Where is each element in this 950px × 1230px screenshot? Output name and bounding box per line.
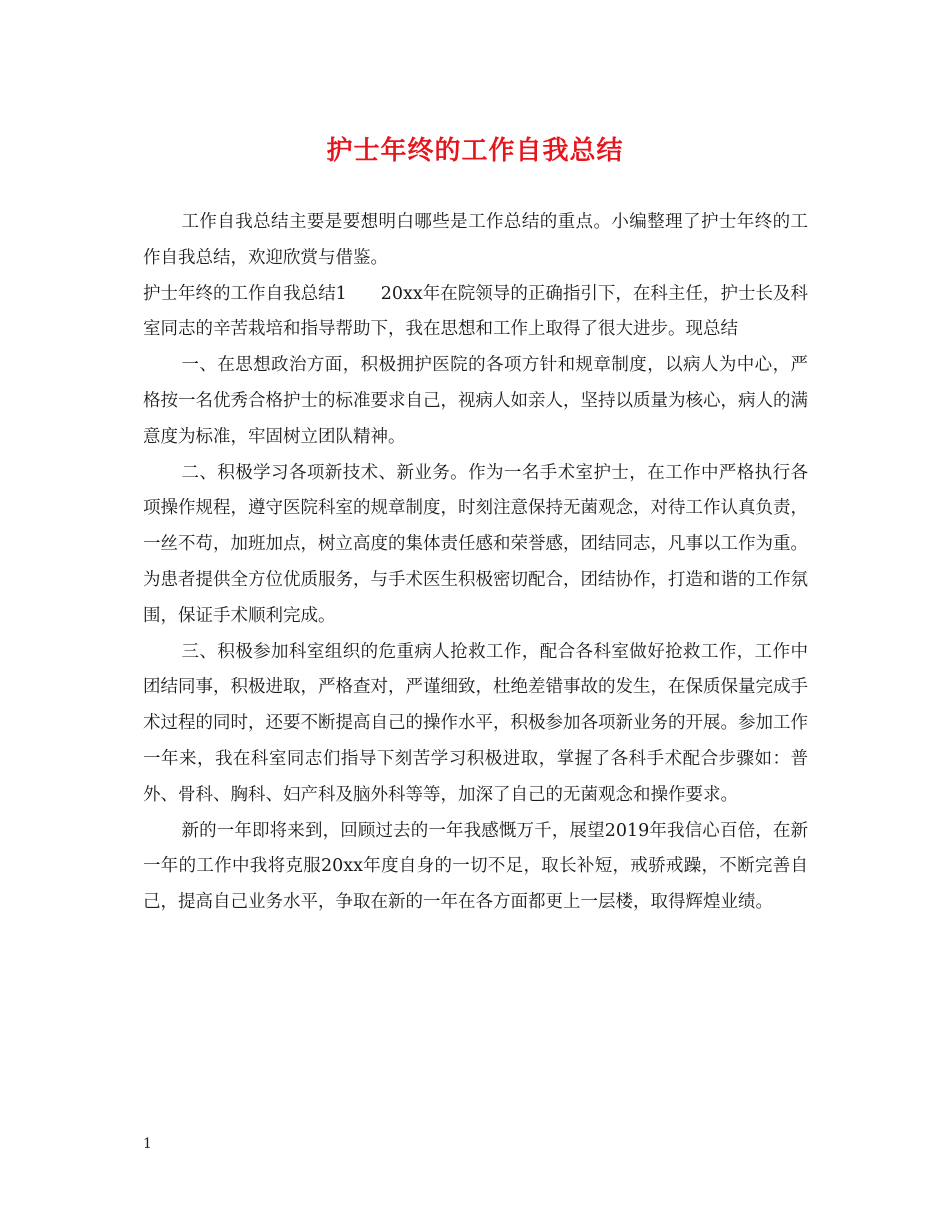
section-heading: 护士年终的工作自我总结1	[143, 283, 347, 304]
document-title: 护士年终的工作自我总结	[326, 136, 624, 166]
paragraph-new-year: 新的一年即将来到，回顾过去的一年我感慨万千，展望2019年我信心百倍，在新一年的工作中我将克服20xx年度自身的一切不足，取长补短，戒骄戒躁，不断完善自己，提高自己业务水平，争取在新的一年在各方面都更上一层楼，取得辉煌业绩。	[143, 820, 808, 913]
section-lead-text: 20xx年在院领导的正确指引下，在科主任，护士长及科室同志的辛苦栽培和指导帮助下，我在思想和工作上取得了很大进步。现总结	[143, 283, 808, 340]
page-number: 1	[143, 1136, 152, 1152]
section-lead-paragraph	[143, 277, 808, 349]
paragraph-rescue: 三、积极参加科室组织的危重病人抢救工作，配合各科室做好抢救工作，工作中团结同事，积极进取，严格查对，严谨细致，杜绝差错事故的发生，在保质保量完成手术过程的同时，还要不断提高自己的操作水平，积极参加各项新业务的开展。参加工作一年来，我在科室同志们指导下刻苦学习积极进取，掌握了各科手术配合步骤如：普外、骨科、胸科、妇产科及脑外科等等，加深了自己的无菌观念和操作要求。	[143, 641, 808, 805]
document-body	[143, 205, 808, 921]
paragraph-learning: 二、积极学习各项新技术、新业务。作为一名手术室护士，在工作中严格执行各项操作规程，遵守医院科室的规章制度，时刻注意保持无菌观念，对待工作认真负责，一丝不苟，加班加点，树立高度的集体责任感和荣誉感，团结同志，凡事以工作为重。为患者提供全方位优质服务，与手术医生积极密切配合，团结协作，打造和谐的工作氛围，保证手术顺利完成。	[143, 462, 808, 626]
paragraph-politics: 一、在思想政治方面，积极拥护医院的各项方针和规章制度，以病人为中心，严格按一名优秀合格护士的标准要求自己，视病人如亲人，坚持以质量为核心，病人的满意度为标准，牢固树立团队精神。	[143, 355, 808, 447]
intro-paragraph: 工作自我总结主要是要想明白哪些是工作总结的重点。小编整理了护士年终的工作自我总结，欢迎欣赏与借鉴。	[143, 212, 808, 268]
